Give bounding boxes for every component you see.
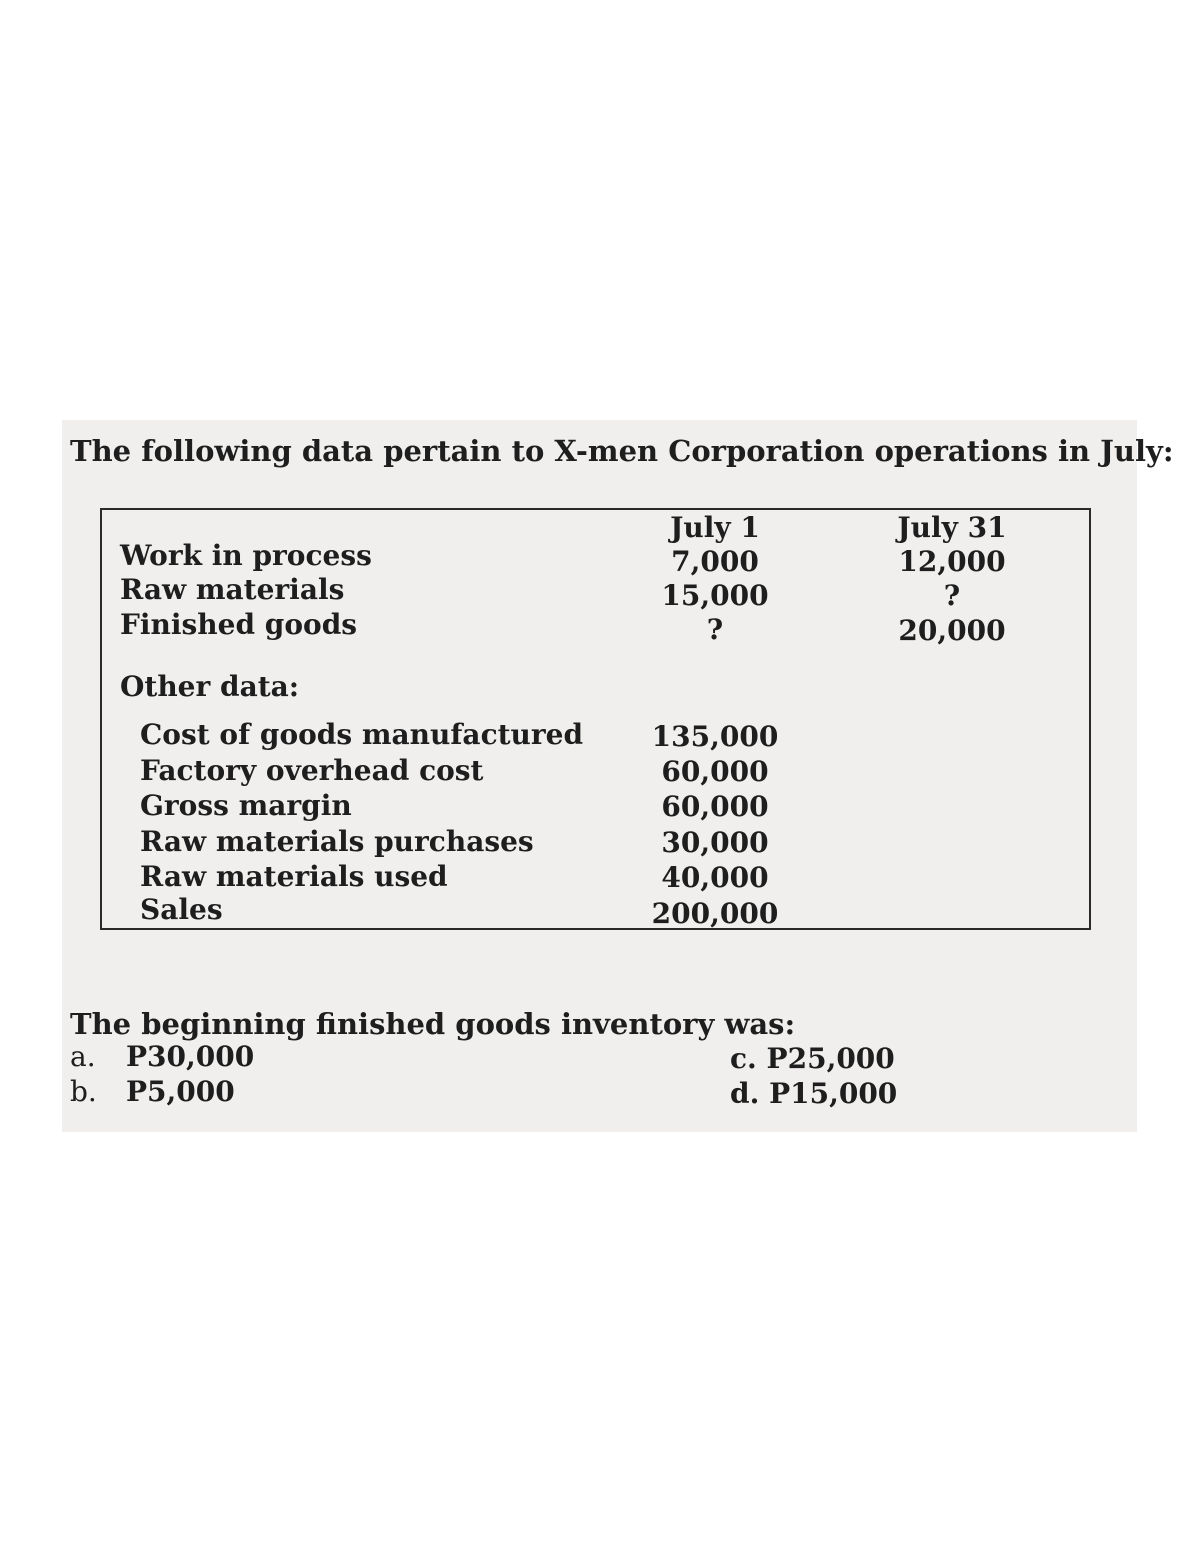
option-b — [70, 1075, 235, 1109]
row-label-factory-overhead: Factory overhead cost — [140, 754, 484, 787]
row-label-gross-margin: Gross margin — [140, 789, 352, 822]
row-value-wip-july-1: 7,000 — [671, 545, 759, 578]
row-value-rm-purchases: 30,000 — [661, 826, 769, 859]
row-value-rm-july-1: 15,000 — [661, 579, 769, 612]
other-data-heading: Other data: — [120, 670, 300, 703]
option-letter: d. — [730, 1077, 760, 1110]
row-value-cogm: 135,000 — [651, 720, 779, 753]
row-value-rm-july-31: ? — [943, 579, 961, 612]
question-text: The beginning finished goods inventory was: — [70, 1007, 796, 1041]
row-value-rm-used: 40,000 — [661, 861, 769, 894]
row-label-cogm: Cost of goods manufactured — [140, 718, 584, 751]
option-value: P30,000 — [126, 1040, 255, 1073]
row-value-wip-july-31: 12,000 — [898, 545, 1006, 578]
row-label-raw-materials: Raw materials — [120, 573, 345, 606]
row-value-fg-july-31: 20,000 — [898, 614, 1006, 647]
row-value-fg-july-1: ? — [706, 613, 724, 646]
option-value: P25,000 — [766, 1042, 895, 1075]
option-a — [70, 1040, 254, 1074]
row-label-work-in-process: Work in process — [120, 539, 372, 572]
option-value: P15,000 — [769, 1077, 898, 1110]
option-letter: c. — [730, 1042, 757, 1075]
option-d — [730, 1077, 897, 1111]
column-header-july-31: July 31 — [897, 511, 1007, 544]
row-value-gross-margin: 60,000 — [661, 790, 769, 823]
option-letter: a. — [70, 1040, 96, 1073]
row-label-rm-purchases: Raw materials purchases — [140, 825, 534, 858]
option-letter: b. — [70, 1075, 97, 1108]
option-value: P5,000 — [126, 1075, 235, 1108]
row-value-factory-overhead: 60,000 — [661, 755, 769, 788]
row-label-rm-used: Raw materials used — [140, 860, 448, 893]
row-value-sales: 200,000 — [651, 897, 779, 930]
intro-text: The following data pertain to X-men Corporation operations in July: — [70, 434, 1174, 468]
column-header-july-1: July 1 — [670, 511, 760, 544]
option-c — [730, 1042, 895, 1076]
row-label-sales: Sales — [140, 893, 223, 926]
row-label-finished-goods: Finished goods — [120, 608, 358, 641]
